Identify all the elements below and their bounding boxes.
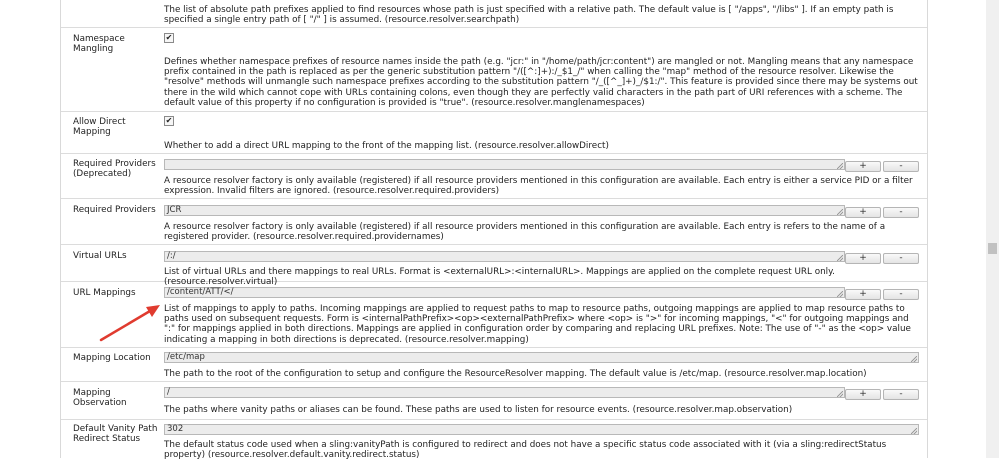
allow-direct-mapping-label: Allow Direct Mapping (73, 117, 126, 137)
mapping-location-description: The path to the root of the configuration to setup and configure the ResourceResolver mapping. The default value is /etc/map. (resource.resolver.map.location) (164, 369, 867, 379)
virtual-urls-remove-button[interactable]: - (883, 253, 919, 264)
row-namespace-mangling (61, 28, 927, 112)
allow-direct-mapping-description: Whether to add a direct URL mapping to the front of the mapping list. (resource.resolver.allowDirect) (164, 141, 609, 151)
required-providers-deprecated-input[interactable] (164, 159, 845, 170)
virtual-urls-input[interactable]: /:/ (164, 251, 845, 262)
mapping-observation-remove-button[interactable]: - (883, 389, 919, 400)
required-providers-input[interactable]: JCR (164, 205, 845, 216)
row-virtual-urls (61, 245, 927, 288)
row-mapping-observation (61, 382, 927, 420)
url-mappings-remove-button[interactable]: - (883, 289, 919, 300)
virtual-urls-add-button[interactable]: + (845, 253, 881, 264)
required-providers-deprecated-remove-button[interactable]: - (883, 161, 919, 172)
resize-grip-icon[interactable] (837, 163, 843, 169)
row-required-providers (61, 199, 927, 245)
row-required-providers-deprecated (61, 154, 927, 199)
row-allow-direct-mapping (61, 112, 927, 154)
url-mappings-label: URL Mappings (73, 288, 136, 298)
resize-grip-icon[interactable] (911, 428, 917, 434)
resize-grip-icon[interactable] (911, 356, 917, 362)
config-panel (60, 0, 928, 458)
searchpath-description: The list of absolute path prefixes applied to find resources whose path is just specified with a relative path. The default value is [ "/apps", "/libs" ]. If an empty path is specified a single entry path of [ "/" ] is assumed. (resource.resolver.searchpath) (164, 5, 894, 26)
vanity-redirect-status-input[interactable]: 302 (164, 424, 919, 435)
resize-grip-icon[interactable] (837, 255, 843, 261)
row-url-mappings (61, 282, 927, 348)
required-providers-description: A resource resolver factory is only available (registered) if all resource providers mentioned in this configuration are available. Each entry is refers to the name of a registered provider. (resource.resolver.required.providernames) (164, 222, 886, 243)
vanity-redirect-status-label: Default Vanity Path Redirect Status (73, 424, 158, 444)
url-mappings-add-button[interactable]: + (845, 289, 881, 300)
url-mappings-input[interactable]: /content/ATT/</ (164, 287, 845, 298)
required-providers-add-button[interactable]: + (845, 207, 881, 218)
virtual-urls-description: List of virtual URLs and there mappings to real URLs. Format is <externalURL>:<internalURL>. Mappings are applied on the complete request URL only. (resource.resolver.virtual) (164, 267, 835, 288)
row-searchpath (61, 0, 927, 28)
mapping-observation-add-button[interactable]: + (845, 389, 881, 400)
scrollbar-thumb[interactable] (988, 243, 997, 254)
allow-direct-mapping-checkbox[interactable]: ✔ (165, 116, 173, 125)
namespace-mangling-checkbox[interactable]: ✔ (165, 33, 173, 42)
mapping-observation-input[interactable]: / (164, 387, 845, 398)
resize-grip-icon[interactable] (837, 291, 843, 297)
namespace-mangling-description: Defines whether namespace prefixes of resource names inside the path (e.g. "jcr:" in "/home/path/jcr:content") are mangled or not. Mangling means that any namespace prefix contained in the path is replaced as per the generic substitution pattern "/([^:]+):/_$1_/" when calling the "map" method of the resource resolver. Likewise the "resolve" methods will unmangle such namespace prefixes according to the substitution pattern "/_([^_]+)_/$1:/". This feature is provided since there may be systems out there in the wild which cannot cope with URLs containing colons, even though they are perfectly valid characters in the path part of URI references with a scheme. The default value of this property if no configuration is provided is "true". (resource.resolver.manglenamespaces) (164, 57, 918, 108)
vanity-redirect-status-description: The default status code used when a sling:vanityPath is configured to redirect and does not have a specific status code associated with it (via a sling:redirectStatus property) (resource.resolver.default.vanity.redirect.status) (164, 440, 887, 460)
resize-grip-icon[interactable] (837, 391, 843, 397)
mapping-location-input[interactable]: /etc/map (164, 352, 919, 363)
required-providers-deprecated-description: A resource resolver factory is only available (registered) if all resource providers mentioned in this configuration are available. Each entry is either a service PID or a filter expression. Invalid filters are ignored. (resource.resolver.required.providers) (164, 176, 913, 197)
vertical-scrollbar[interactable] (986, 0, 999, 458)
required-providers-remove-button[interactable]: - (883, 207, 919, 218)
mapping-location-label: Mapping Location (73, 353, 151, 363)
required-providers-deprecated-add-button[interactable]: + (845, 161, 881, 172)
required-providers-label: Required Providers (73, 205, 156, 215)
virtual-urls-label: Virtual URLs (73, 251, 127, 261)
required-providers-deprecated-label: Required Providers (Deprecated) (73, 159, 156, 179)
mapping-observation-label: Mapping Observation (73, 388, 127, 408)
namespace-mangling-label: Namespace Mangling (73, 34, 125, 54)
resize-grip-icon[interactable] (837, 209, 843, 215)
mapping-observation-description: The paths where vanity paths or aliases can be found. These paths are used to listen for resource events. (resource.resolver.map.observation) (164, 405, 793, 415)
url-mappings-description: List of mappings to apply to paths. Incoming mappings are applied to request paths to map to resource paths, outgoing mappings are applied to map resource paths to paths used on subsequent requests. Form is <internalPathPrefix><op><externalPathPrefix> where <op> is ">" for incoming mappings, "<" for outgoing mappings and ":" for mappings applied in both directions. Mappings are applied in configuration order by comparing and replacing URL prefixes. Note: The use of "-" as the <op> value indicating a mapping in both directions is deprecated. (resource.resolver.mapping) (164, 304, 911, 345)
row-vanity-redirect-status (61, 420, 927, 458)
row-mapping-location (61, 348, 927, 382)
